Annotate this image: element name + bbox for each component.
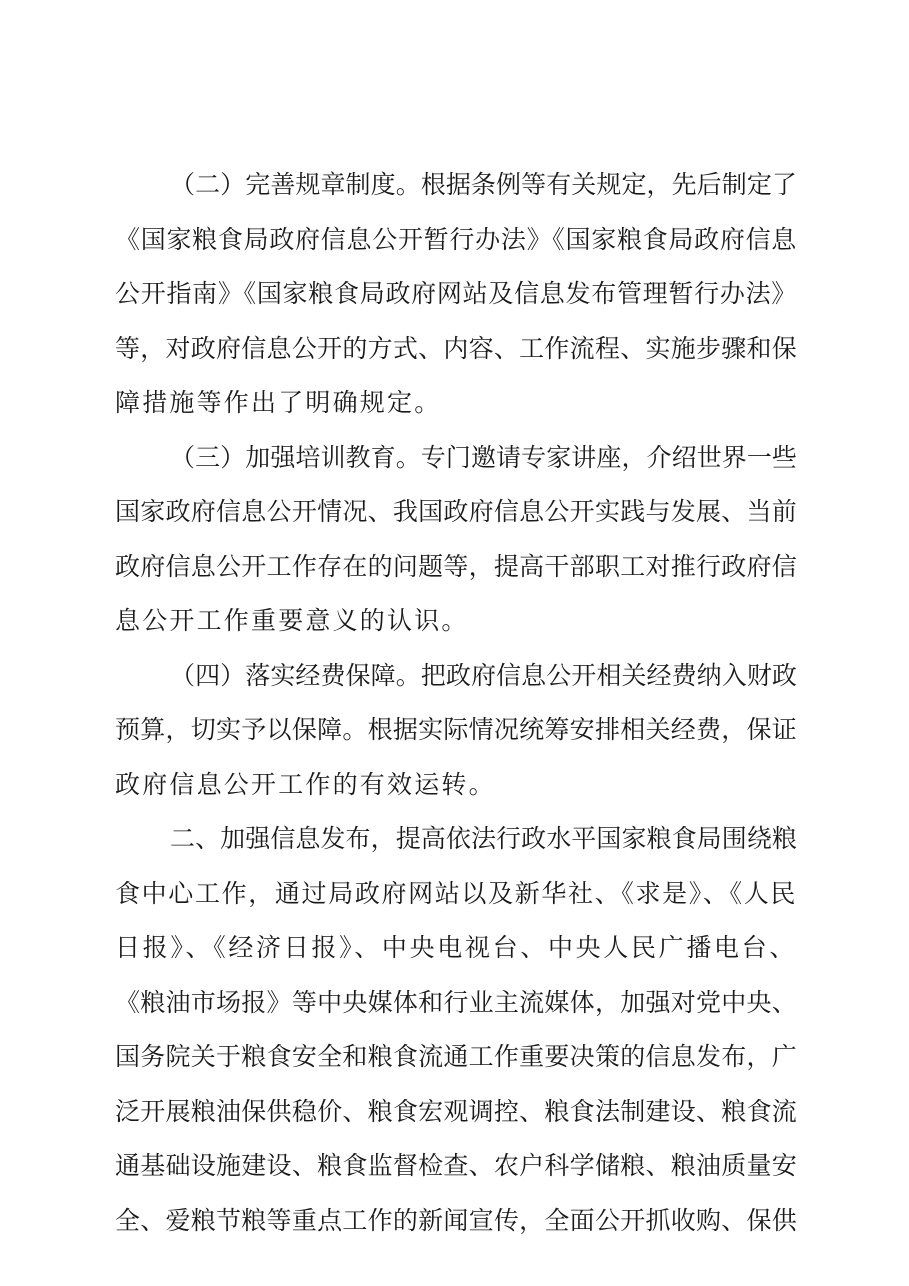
document-body [115, 158, 797, 1248]
text-line: 泛开展粮油保供稳价、粮食宏观调控、粮食法制建设、粮食流 [115, 1096, 798, 1126]
text-line: 通基础设施建设、粮食监督检查、农户科学储粮、粮油质量安 [115, 1151, 798, 1180]
text-line: 《国家粮食局政府信息公开暂行办法》《国家粮食局政府信息 [115, 224, 797, 254]
text-line: （三）加强培训教育。专门邀请专家讲座，介绍世界一些 [170, 442, 798, 472]
text-line: （二）完善规章制度。根据条例等有关规定，先后制定了 [170, 170, 798, 199]
text-line: 息公开工作重要意义的认识。 [115, 606, 469, 635]
text-line: 日报》、《经济日报》、中央电视台、中央人民广播电台、 [115, 933, 797, 962]
text-line: 公开指南》《国家粮食局政府网站及信息发布管理暂行办法》 [115, 279, 797, 308]
text-line: 《粮油市场报》等中央媒体和行业主流媒体，加强对党中央、 [115, 987, 798, 1017]
text-line: 障措施等作出了明确规定。 [115, 388, 442, 417]
paragraph-training [115, 431, 797, 649]
paragraph-regulations [115, 158, 797, 431]
text-line: 全、爱粮节粮等重点工作的新闻宣传，全面公开抓收购、保供 [115, 1205, 798, 1235]
text-line: 政府信息公开工作存在的问题等，提高干部职工对推行政府信 [115, 551, 798, 581]
text-line: 二、加强信息发布，提高依法行政水平国家粮食局围绕粮 [170, 824, 798, 853]
text-line: 国家政府信息公开情况、我国政府信息公开实践与发展、当前 [115, 497, 798, 526]
text-line: 预算，切实予以保障。根据实际情况统筹安排相关经费，保证 [115, 715, 798, 744]
text-line: 等，对政府信息公开的方式、内容、工作流程、实施步骤和保 [115, 333, 798, 363]
paragraph-funding [115, 649, 797, 813]
text-line: 食中心工作，通过局政府网站以及新华社、《求是》、《人民 [115, 878, 797, 908]
paragraph-information-release [115, 812, 797, 1248]
text-line: 国务院关于粮食安全和粮食流通工作重要决策的信息发布，广 [115, 1042, 798, 1071]
text-line: （四）落实经费保障。把政府信息公开相关经费纳入财政 [170, 660, 798, 690]
text-line: 政府信息公开工作的有效运转。 [115, 769, 496, 799]
